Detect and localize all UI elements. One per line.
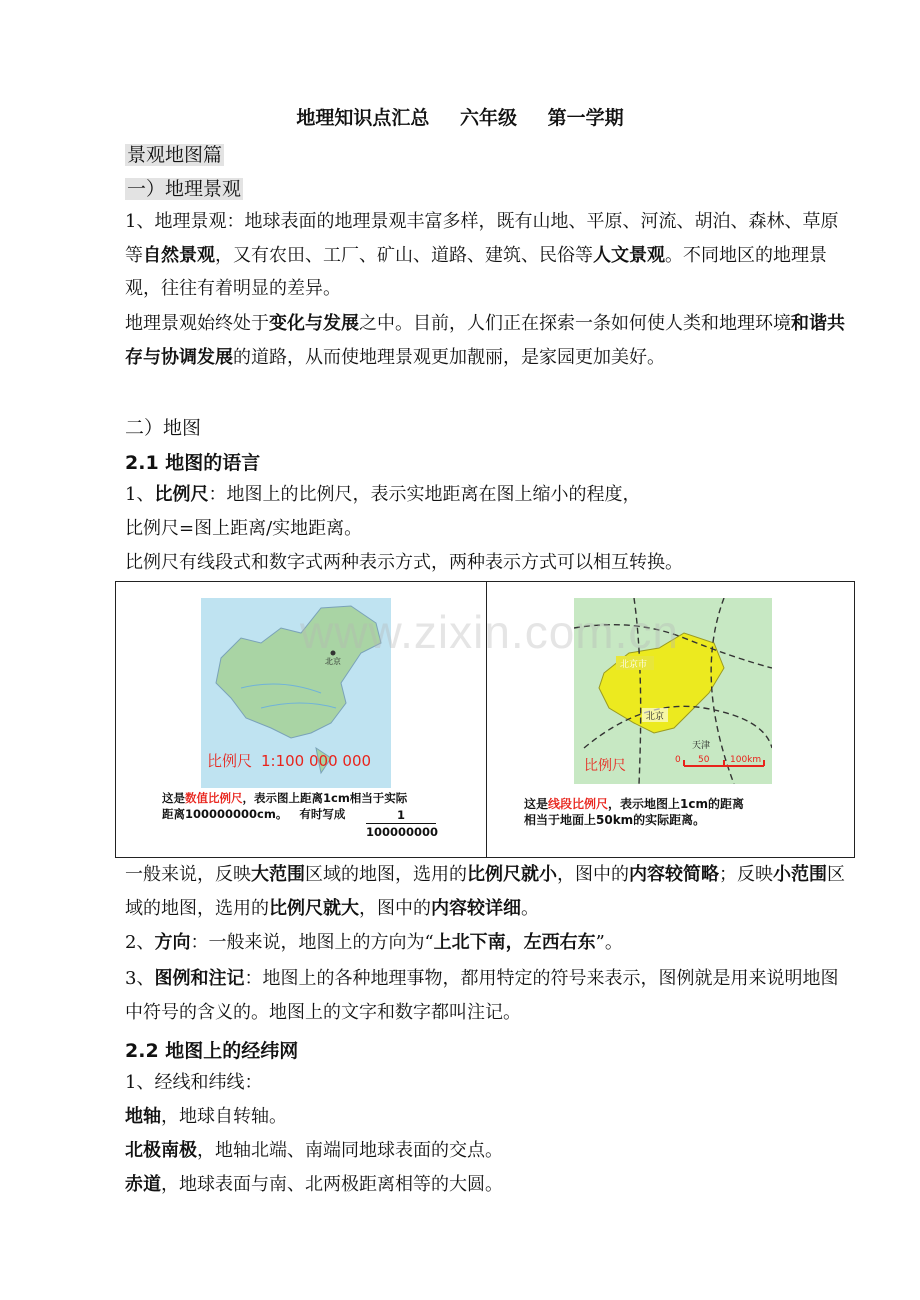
paragraph-scale-forms: 比例尺有线段式和数字式两种表示方式，两种表示方式可以相互转换。 bbox=[125, 552, 683, 573]
paragraph-axis: 地轴，地球自转轴。 bbox=[125, 1106, 287, 1127]
watermark: www.zixin.com.cn bbox=[300, 606, 679, 658]
scale-fraction bbox=[366, 807, 439, 840]
tick-0: 0 bbox=[675, 755, 681, 765]
section-heading: 景观地图篇 bbox=[127, 144, 223, 166]
numeric-scale-value: 1:100 000 000 bbox=[261, 752, 372, 770]
page-title bbox=[0, 103, 920, 130]
paragraph-lines: 1、经线和纬线： bbox=[125, 1072, 263, 1093]
paragraph-poles: 北极南极，地轴北端、南端同地球表面的交点。 bbox=[125, 1140, 503, 1161]
paragraph-landscape: 1、地理景观：地球表面的地理景观丰富多样，既有山地、平原、河流、胡泊、森林、草原等自然景观，又有农田、工厂、矿山、道路、建筑、民俗等人文景观。不同地区的地理景观，往往有着明显的差异。 bbox=[125, 211, 839, 299]
numeric-scale-label: 比例尺 bbox=[207, 752, 253, 770]
paragraph-scale-formula: 比例尺=图上距离/实地距离。 bbox=[125, 518, 363, 539]
fraction-numerator: 1 bbox=[396, 808, 405, 822]
line-scale-label: 比例尺 bbox=[584, 758, 626, 774]
paragraph-direction: 2、方向：一般来说，地图上的方向为“上北下南，左西右东”。 bbox=[125, 932, 623, 953]
numeric-scale-caption: 这是数值比例尺，表示图上距离1cm相当于实际 距离100000000cm。 有时写成 bbox=[162, 791, 408, 821]
tick-100: 100km bbox=[730, 755, 762, 765]
title-part: 第一学期 bbox=[547, 107, 624, 129]
heading-map-language: 2.1 地图的语言 bbox=[125, 452, 261, 474]
tick-50: 50 bbox=[698, 755, 710, 765]
map-region-label: 北京市 bbox=[620, 660, 648, 670]
line-scale-caption: 这是线段比例尺，表示地图上1cm的距离 相当于地面上50km的实际距离。 bbox=[524, 797, 744, 827]
title-part: 六年级 bbox=[459, 107, 517, 129]
paragraph-legend: 3、图例和注记：地图上的各种地理事物，都用特定的符号来表示，图例就是用来说明地图中符号的含义的。地图上的文字和数字都叫注记。 bbox=[125, 968, 839, 1023]
map-city-label: 北京 bbox=[646, 712, 665, 722]
map-tianjin-label: 天津 bbox=[692, 741, 711, 751]
paragraph-equator: 赤道，地球表面与南、北两极距离相等的大圆。 bbox=[125, 1174, 503, 1195]
paragraph-scale-range: 一般来说，反映大范围区域的地图，选用的比例尺就小，图中的内容较简略；反映小范围区域的地图，选用的比例尺就大，图中的内容较详细。 bbox=[125, 864, 845, 919]
heading-map: 二）地图 bbox=[125, 417, 202, 439]
heading-grid: 2.2 地图上的经纬网 bbox=[125, 1040, 299, 1062]
paragraph-development: 地理景观始终处于变化与发展之中。目前，人们正在探索一条如何使人类和地理环境和谐共存与协调发展的道路，从而使地理景观更加靓丽，是家园更加美好。 bbox=[125, 313, 845, 368]
paragraph-scale: 1、比例尺：地图上的比例尺，表示实地距离在图上缩小的程度， bbox=[125, 484, 641, 505]
heading-landscape: 一）地理景观 bbox=[127, 178, 242, 200]
title-part: 地理知识点汇总 bbox=[296, 107, 430, 129]
map-city-label: 北京 bbox=[325, 657, 341, 666]
fraction-denominator: 100000000 bbox=[366, 825, 439, 839]
